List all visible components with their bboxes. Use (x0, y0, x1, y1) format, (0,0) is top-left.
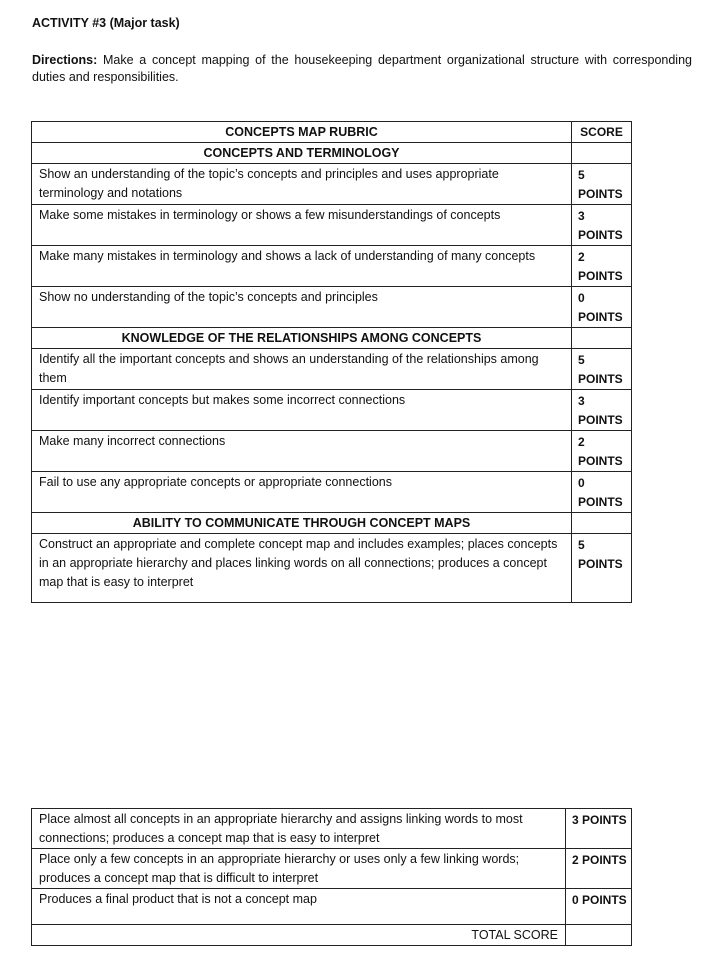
table-row (32, 287, 632, 328)
table-row (32, 472, 632, 513)
score-cell: 0 POINTS (572, 472, 632, 513)
score-cell: 5 POINTS (572, 349, 632, 390)
section-title: KNOWLEDGE OF THE RELATIONSHIPS AMONG CONCEPTS (32, 328, 572, 349)
criterion-cell: Identify all the important concepts and shows an understanding of the relationships among them (32, 349, 572, 390)
score-cell (572, 513, 632, 534)
score-cell (572, 143, 632, 164)
table-row (32, 431, 632, 472)
criterion-cell: Identify important concepts but makes some incorrect connections (32, 390, 572, 431)
score-cell: 0 POINTS (572, 287, 632, 328)
table-row (32, 809, 632, 849)
directions (32, 52, 692, 86)
directions-label: Directions: (32, 53, 98, 67)
criterion-cell: Show no understanding of the topic’s concepts and principles (32, 287, 572, 328)
table-row (32, 246, 632, 287)
criterion-cell: Construct an appropriate and complete concept map and includes examples; places concepts in an appropriate hierarchy and places linking words on all connections; produces a concept map that is easy to interpret (32, 534, 572, 603)
total-row (32, 925, 632, 946)
score-cell: 5 POINTS (572, 164, 632, 205)
criterion-cell: Produces a final product that is not a concept map (32, 889, 566, 925)
rubric-header: CONCEPTS MAP RUBRIC (32, 122, 572, 143)
score-cell: 3 POINTS (566, 809, 632, 849)
table-row (32, 164, 632, 205)
section-title: ABILITY TO COMMUNICATE THROUGH CONCEPT MAPS (32, 513, 572, 534)
score-cell (572, 328, 632, 349)
criterion-cell: Fail to use any appropriate concepts or appropriate connections (32, 472, 572, 513)
score-header: SCORE (572, 122, 632, 143)
score-cell: 2 POINTS (566, 849, 632, 889)
criterion-cell: Make many incorrect connections (32, 431, 572, 472)
table-row (32, 889, 632, 925)
directions-text: Make a concept mapping of the housekeeping department organizational structure with corresponding duties and responsibilities. (32, 53, 692, 84)
total-score-value[interactable] (566, 925, 632, 946)
table-row (32, 205, 632, 246)
table-row (32, 849, 632, 889)
score-cell: 0 POINTS (566, 889, 632, 925)
score-cell: 3 POINTS (572, 390, 632, 431)
table-row (32, 534, 632, 603)
criterion-cell: Make some mistakes in terminology or shows a few misunderstandings of concepts (32, 205, 572, 246)
activity-title: ACTIVITY #3 (Major task) (32, 16, 180, 30)
rubric-table (31, 121, 632, 603)
score-cell: 3 POINTS (572, 205, 632, 246)
table-row (32, 349, 632, 390)
score-cell: 5 POINTS (572, 534, 632, 603)
criterion-cell: Make many mistakes in terminology and shows a lack of understanding of many concepts (32, 246, 572, 287)
score-cell: 2 POINTS (572, 246, 632, 287)
total-score-label: TOTAL SCORE (32, 925, 566, 946)
criterion-cell: Show an understanding of the topic’s concepts and principles and uses appropriate terminology and notations (32, 164, 572, 205)
criterion-cell: Place only a few concepts in an appropriate hierarchy or uses only a few linking words; produces a concept map that is difficult to interpret (32, 849, 566, 889)
criterion-cell: Place almost all concepts in an appropriate hierarchy and assigns linking words to most connections; produces a concept map that is easy to interpret (32, 809, 566, 849)
score-cell: 2 POINTS (572, 431, 632, 472)
section-title: CONCEPTS AND TERMINOLOGY (32, 143, 572, 164)
table-row (32, 390, 632, 431)
rubric-table-continued (31, 808, 632, 946)
